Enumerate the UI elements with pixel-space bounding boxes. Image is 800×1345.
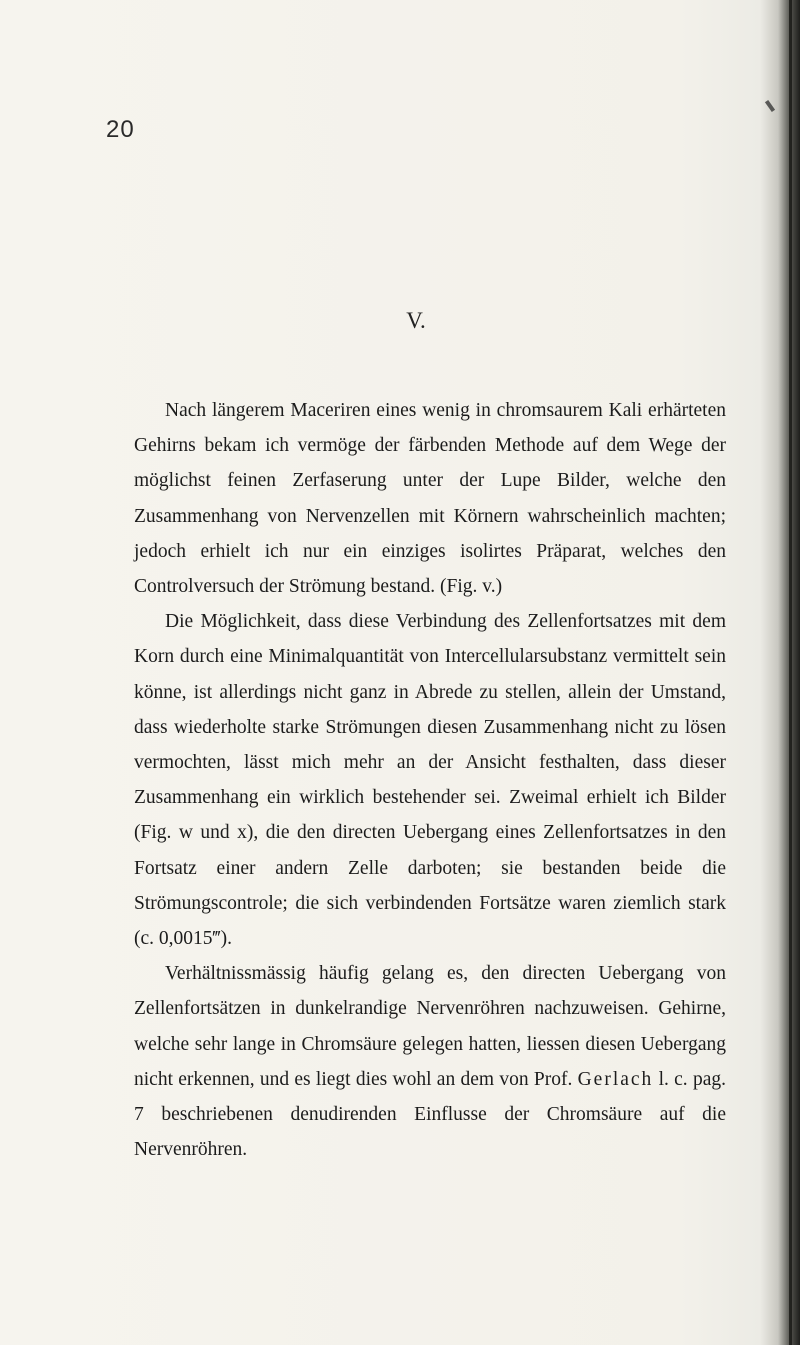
paragraph-2: Die Möglichkeit, dass diese Verbindung des Zellenfortsatzes mit dem Korn durch eine Minimalquantität von Intercellularsubstanz vermittelt sein könne, ist allerdings nicht ganz in Abrede zu stellen, allein der Umstand, dass wiederholte starke Strömungen diesen Zusammenhang nicht zu lösen vermochten, lässt mich mehr an der Ansicht festhalten, dass dieser Zusammenhang ein wirklich bestehender sei. Zweimal erhielt ich Bilder (Fig. w und x), die den directen Uebergang eines Zellenfortsatzes in den Fortsatz einer andern Zelle darboten; sie bestanden beide die Strömungscontrole; die sich verbindenden Fortsätze waren ziemlich stark (c. 0,0015‴). [134,611,726,950]
paragraph-1: Nach längerem Maceriren eines wenig in chromsaurem Kali erhärteten Gehirns bekam ich vermöge der färbenden Methode auf dem Wege der möglichst feinen Zerfaserung unter der Lupe Bilder, welche den Zusammenhang von Nervenzellen mit Körnern wahrscheinlich machten; jedoch erhielt ich nur ein einziges isolirtes Präparat, welches den Controlversuch der Strömung bestand. (Fig. v.) [134,400,726,598]
section-title: V. [406,308,426,333]
author-name: Gerlach [577,1068,654,1090]
page-edge-line [789,0,792,1345]
body-text [134,393,726,1167]
paragraph-3 [134,956,726,1167]
paragraph-3-part-1: Verhältnissmässig häufig gelang es, den directen Uebergang von Zellenfortsätzen in dunkelrandige Nervenröhren nachzuweisen. Gehirne, welche sehr lange in Chromsäure gelegen hatten, liessen diesen Uebergang nicht erkennen, und es liegt dies wohl an dem von Prof. [134,963,726,1090]
paragraph-3-part-2: l. c. pag. 7 beschriebenen denudirenden Einflusse der Chromsäure auf die Nervenröhren. [134,1068,726,1161]
page-number: 20 [106,116,135,143]
page-binding-edge [760,0,800,1345]
